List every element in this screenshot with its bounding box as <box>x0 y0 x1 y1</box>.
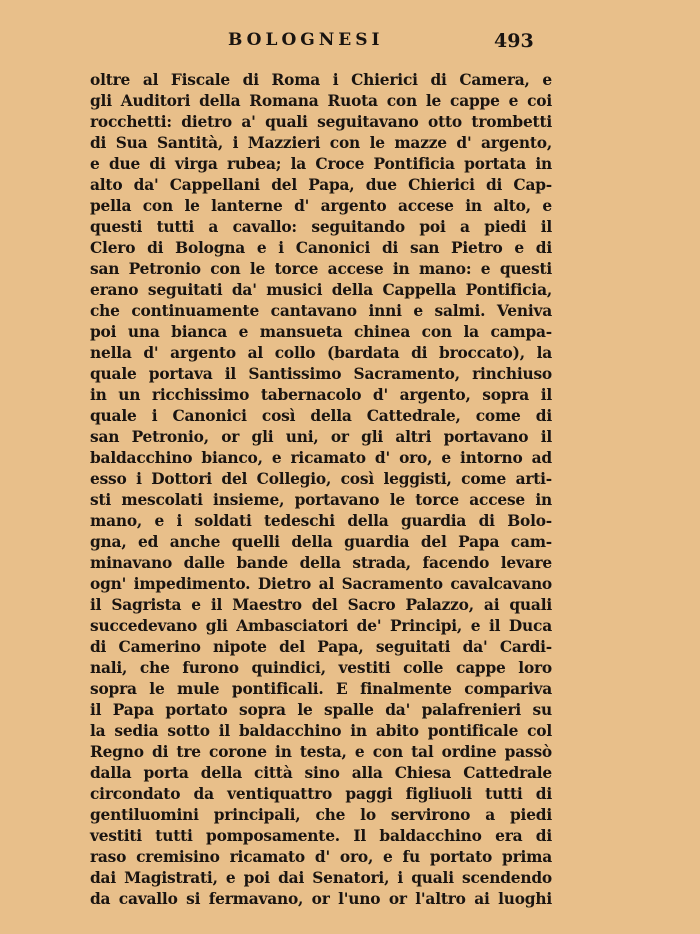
text-line: succedevano gli Ambasciatori de' Principi, e il Duca <box>90 617 552 635</box>
text-line: e due di virga rubea; la Croce Pontificia portata in <box>90 155 552 173</box>
text-line: circondato da ventiquattro paggi figliuoli tutti di <box>90 785 552 803</box>
text-line: alto da' Cappellani del Papa, due Chierici di Cap- <box>90 176 552 194</box>
text-line: san Petronio con le torce accese in mano: e questi <box>90 260 552 278</box>
text-line: dalla porta della città sino alla Chiesa Cattedrale <box>90 764 552 782</box>
text-line: in un ricchissimo tabernacolo d' argento, sopra il <box>90 386 552 404</box>
text-line: esso i Dottori del Collegio, così leggisti, come arti- <box>90 470 552 488</box>
text-line: da cavallo si fermavano, or l'uno or l'altro ai luoghi <box>90 890 552 908</box>
text-line: vestiti tutti pomposamente. Il baldacchino era di <box>90 827 552 845</box>
text-line: sti mescolati insieme, portavano le torce accese in <box>90 491 552 509</box>
text-line: il Sagrista e il Maestro del Sacro Palazzo, ai quali <box>90 596 552 614</box>
text-line: di Sua Santità, i Mazzieri con le mazze d' argento, <box>90 134 552 152</box>
text-line: il Papa portato sopra le spalle da' palafrenieri su <box>90 701 552 719</box>
text-line: san Petronio, or gli uni, or gli altri portavano il <box>90 428 552 446</box>
text-line: quale i Canonici così della Cattedrale, come di <box>90 407 552 425</box>
text-line: gna, ed anche quelli della guardia del Papa cam- <box>90 533 552 551</box>
page-number: 493 <box>494 30 534 52</box>
text-line: quale portava il Santissimo Sacramento, rinchiuso <box>90 365 552 383</box>
text-line: gentiluomini principali, che lo servirono a piedi <box>90 806 552 824</box>
text-line: che continuamente cantavano inni e salmi. Veniva <box>90 302 552 320</box>
text-line: dai Magistrati, e poi dai Senatori, i quali scendendo <box>90 869 552 887</box>
text-line: minavano dalle bande della strada, facendo levare <box>90 554 552 572</box>
text-line: gli Auditori della Romana Ruota con le cappe e coi <box>90 92 552 110</box>
text-line: oltre al Fiscale di Roma i Chierici di Camera, e <box>90 71 552 89</box>
text-line: nella d' argento al collo (bardata di broccato), la <box>90 344 552 362</box>
body-text <box>90 70 552 910</box>
text-line: erano seguitati da' musici della Cappella Pontificia, <box>90 281 552 299</box>
text-line: questi tutti a cavallo: seguitando poi a piedi il <box>90 218 552 236</box>
text-line: sopra le mule pontificali. E finalmente compariva <box>90 680 552 698</box>
text-line: baldacchino bianco, e ricamato d' oro, e intorno ad <box>90 449 552 467</box>
text-line: di Camerino nipote del Papa, seguitati da' Cardi- <box>90 638 552 656</box>
text-line: Regno di tre corone in testa, e con tal ordine passò <box>90 743 552 761</box>
text-line: la sedia sotto il baldacchino in abito pontificale col <box>90 722 552 740</box>
text-line: ogn' impedimento. Dietro al Sacramento cavalcavano <box>90 575 552 593</box>
text-line: pella con le lanterne d' argento accese in alto, e <box>90 197 552 215</box>
text-line: nali, che furono quindici, vestiti colle cappe loro <box>90 659 552 677</box>
text-line: raso cremisino ricamato d' oro, e fu portato prima <box>90 848 552 866</box>
text-line: rocchetti: dietro a' quali seguitavano otto trombetti <box>90 113 552 131</box>
text-line: mano, e i soldati tedeschi della guardia di Bolo- <box>90 512 552 530</box>
text-line: poi una bianca e mansueta chinea con la campa- <box>90 323 552 341</box>
running-head: BOLOGNESI <box>228 30 384 50</box>
text-line: Clero di Bologna e i Canonici di san Pietro e di <box>90 239 552 257</box>
